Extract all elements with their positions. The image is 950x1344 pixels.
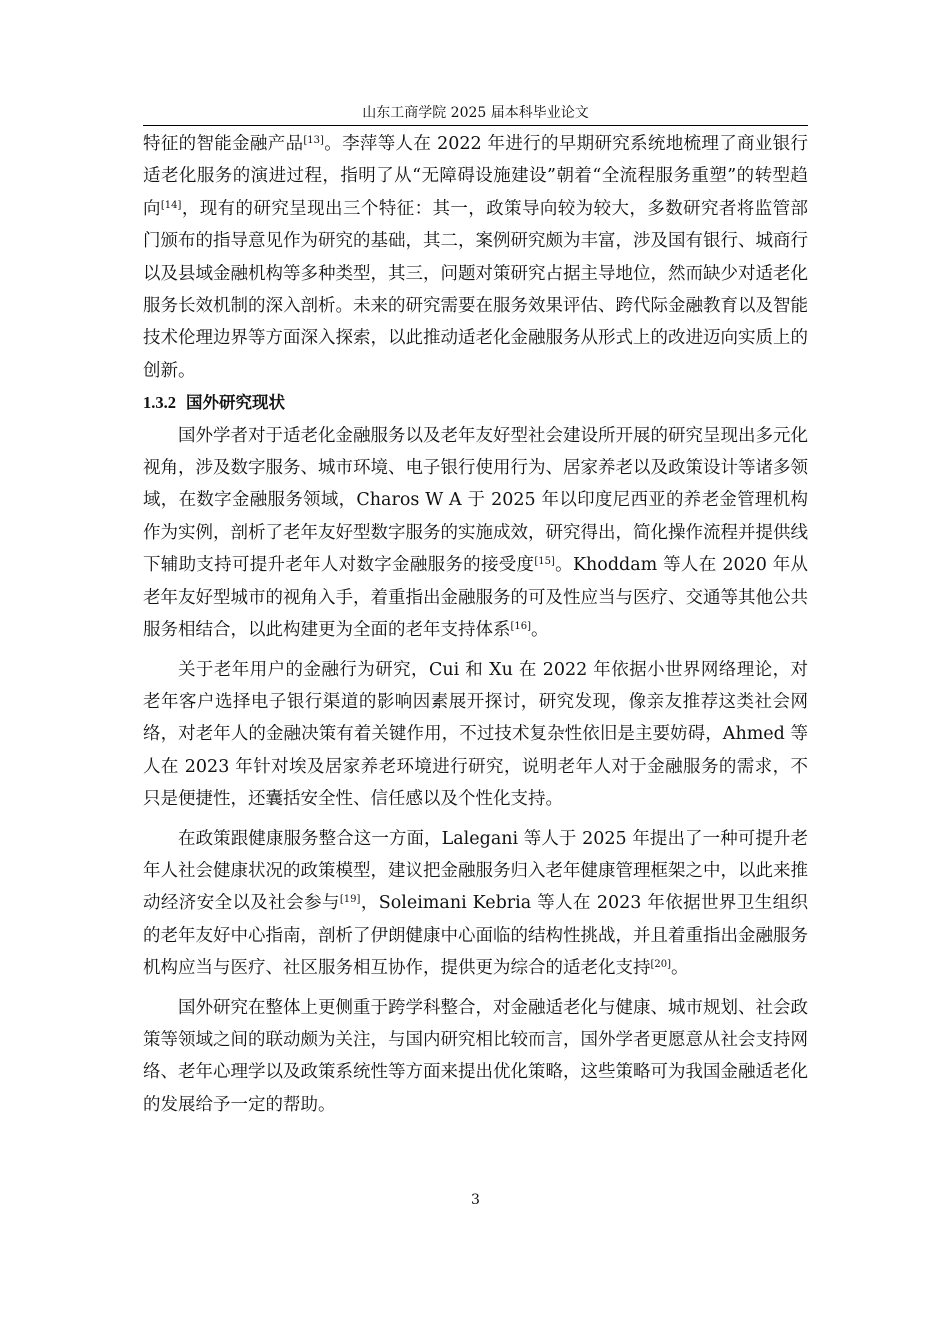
paragraph-policy-health: 在政策跟健康服务整合这一方面，Lalegani 等人于 2025 年提出了一种可提升老年人社会健康状况的政策模型，建议把金融服务归入老年健康管理框架之中，以此来推动经济安全以及社会参与[19]，Soleimani Kebria 等人在 2023 年依据世界卫生组织的老年友好中心指南，剖析了伊朗健康中心面临的结构性挑战，并且着重指出金融服务机构应当与医疗、社区服务相互协作，提供更为综合的适老化支持[20]。 xyxy=(143,828,809,979)
citation-19: [19] xyxy=(339,894,361,906)
citation-20: [20] xyxy=(650,959,672,971)
paragraph-conclusion: 国外研究在整体上更侧重于跨学科整合，对金融适老化与健康、城市规划、社会政策等领域之间的联动颇为关注，与国内研究相比较而言，国外学者更愿意从社会支持网络、老年心理学以及政策系统性等方面来提出优化策略，这些策略可为我国金融适老化的发展给予一定的帮助。 xyxy=(143,997,808,1115)
paragraph-foreign-overview: 国外学者对于适老化金融服务以及老年友好型社会建设所开展的研究呈现出多元化视角，涉及数字服务、城市环境、电子银行使用行为、居家养老以及政策设计等诸多领域，在数字金融服务领域，Charos W A 于 2025 年以印度尼西亚的养老金管理机构作为实例，剖析了老年友好型数字服务的实施成效，研究得出，简化操作流程并提供线下辅助支持可提升老年人对数字金融服务的接受度[15]。Khoddam 等人在 2020 年从老年友好型城市的视角入手，着重指出金融服务的可及性应当与医疗、交通等其他公共服务相结合，以此构建更为全面的老年支持体系[16]。 xyxy=(143,425,809,641)
paragraph-domestic-summary: 特征的智能金融产品[13]。李萍等人在 2022 年进行的早期研究系统地梳理了商业银行适老化服务的演进过程，指明了从“无障碍设施建设”朝着“全流程服务重塑”的转型趋向[14]，现有的研究呈现出三个特征：其一，政策导向较为较大，多数研究者将监管部门颁布的指导意见作为研究的基础，其二，案例研究颇为丰富，涉及国有银行、城商行以及县域金融机构等多种类型，其三，问题对策研究占据主导地位，然而缺少对适老化服务长效机制的深入剖析。未来的研究需要在服务效果评估、跨代际金融教育以及智能技术伦理边界等方面深入探索，以此推动适老化金融服务从形式上的改进迈向实质上的创新。 xyxy=(143,134,809,381)
section-heading xyxy=(143,387,808,419)
section-title: 国外研究现状 xyxy=(186,393,285,413)
citation-13: [13] xyxy=(303,135,324,146)
citation-14: [14] xyxy=(160,199,182,211)
paragraph-financial-behavior: 关于老年用户的金融行为研究，Cui 和 Xu 在 2022 年依据小世界网络理论，对老年客户选择电子银行渠道的影响因素展开探讨，研究发现，像亲友推荐这类社会网络，对老年人的金融决策有着关键作用，不过技术复杂性依旧是主要妨碍，Ahmed 等人在 2023 年针对埃及居家养老环境进行研究，说明老年人对于金融服务的需求，不只是便捷性，还囊括安全性、信任感以及个性化支持。 xyxy=(143,659,808,810)
section-number: 1.3.2 xyxy=(143,393,176,413)
citation-16: [16] xyxy=(510,621,532,633)
body-text xyxy=(143,128,808,1121)
running-header: 山东工商学院 2025 届本科毕业论文 xyxy=(143,104,808,126)
page-number: 3 xyxy=(471,1192,480,1208)
citation-15: [15] xyxy=(534,556,555,568)
